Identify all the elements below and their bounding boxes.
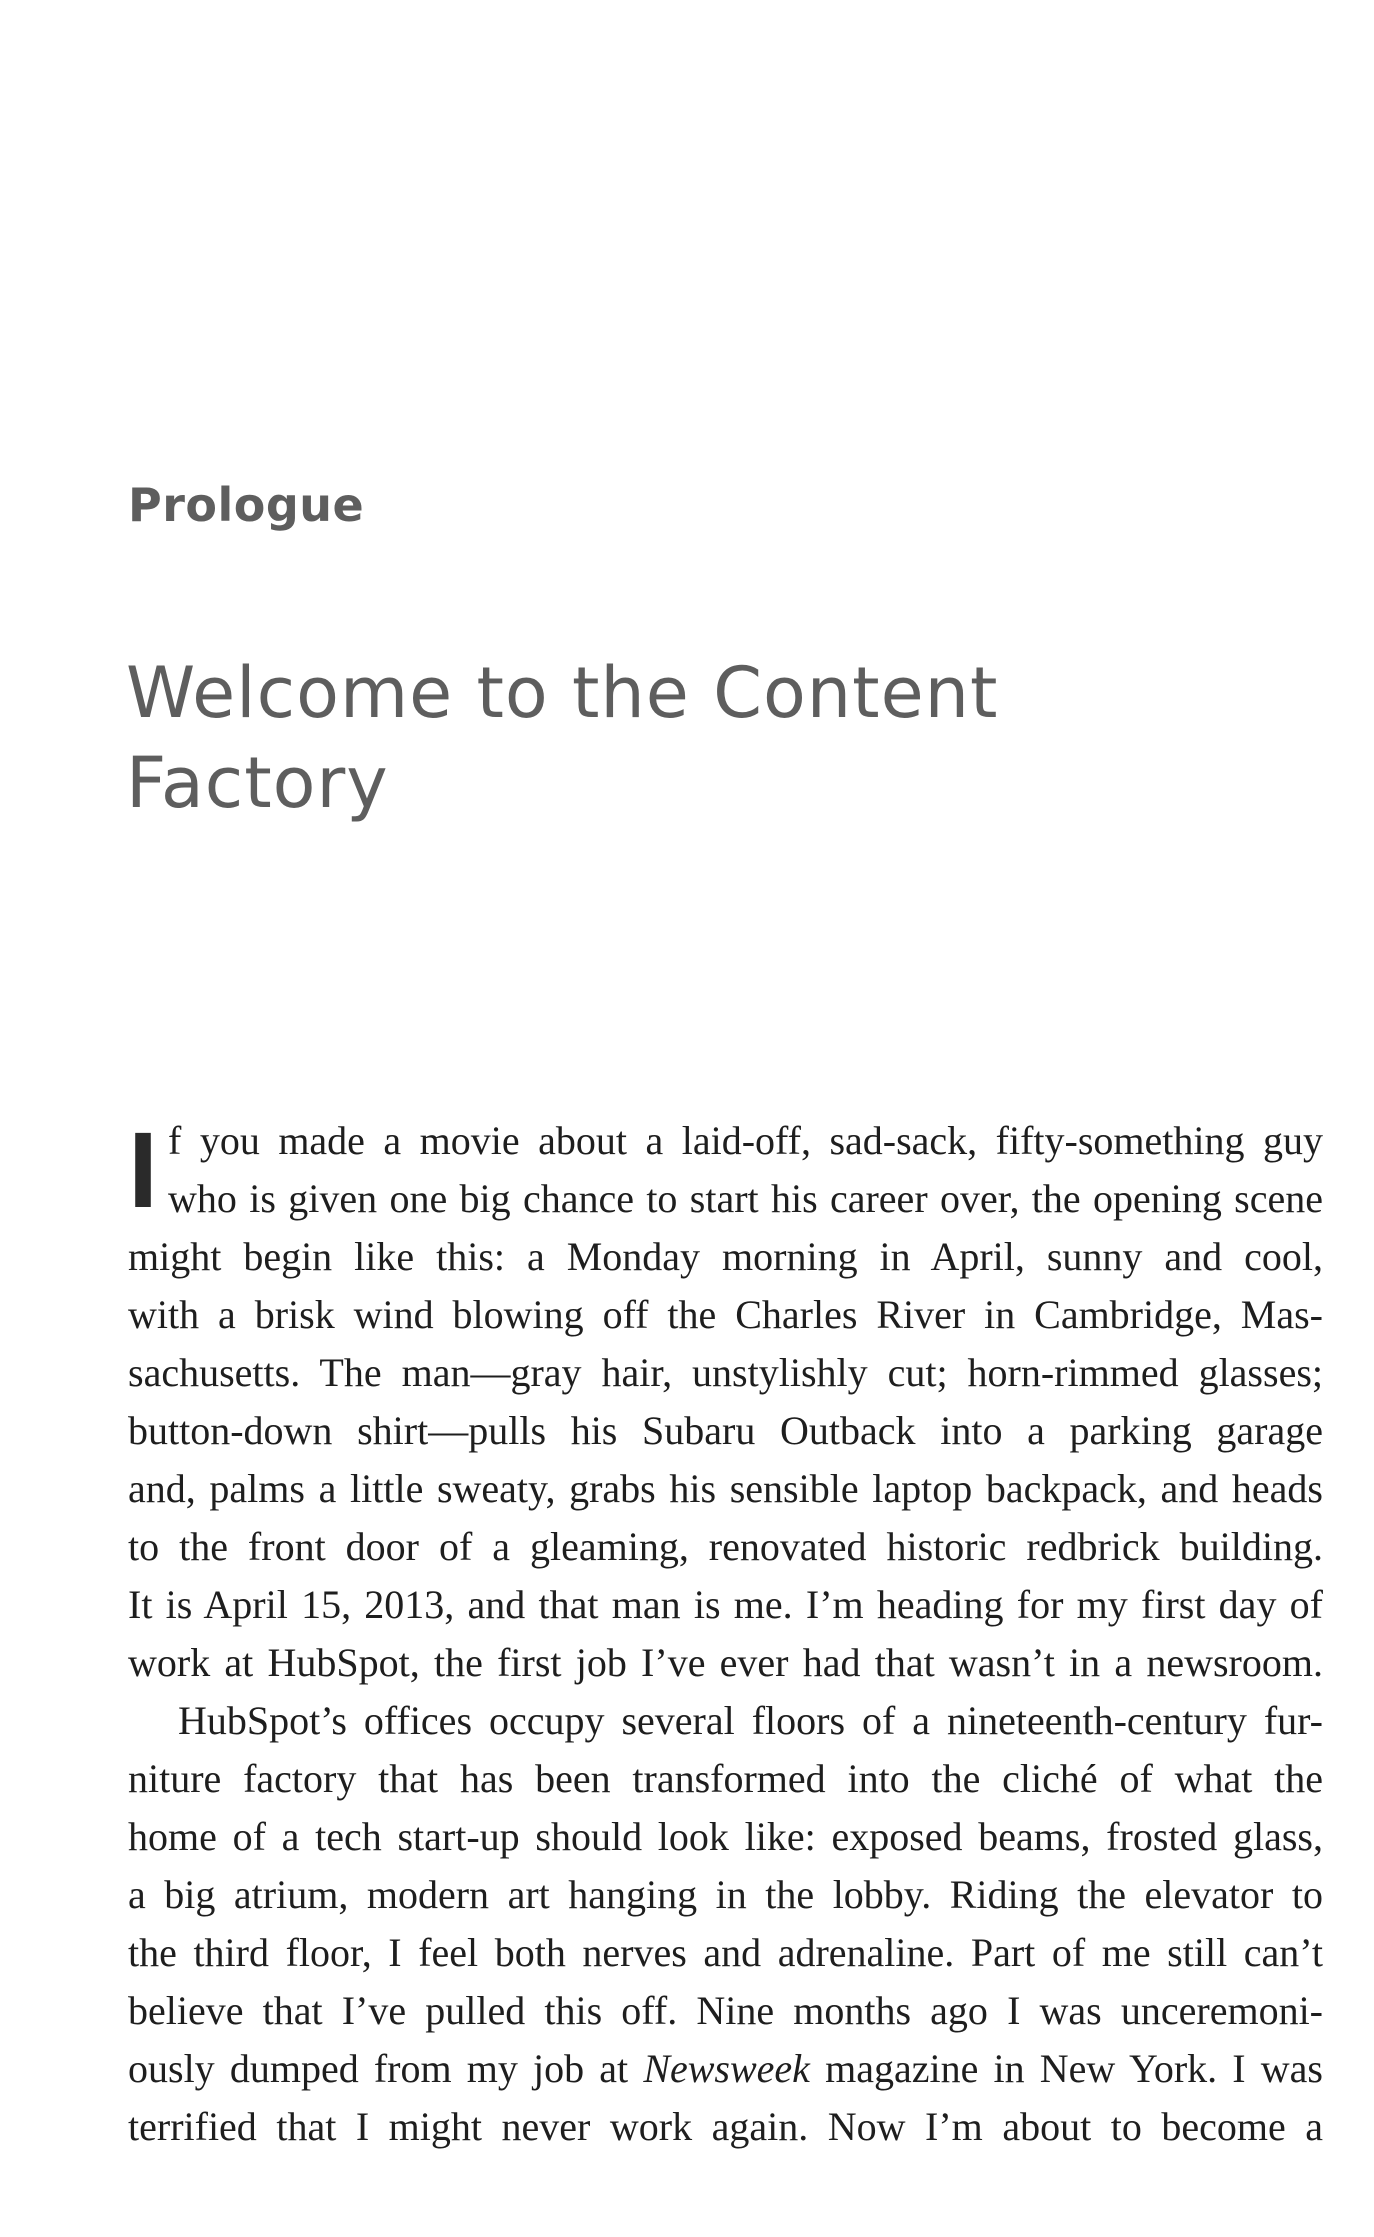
chapter-label: Prologue — [128, 478, 365, 532]
text-line: HubSpot’s offices occupy several floors of a nineteenth-century fur- — [178, 1698, 1323, 1743]
chapter-title-line-2: Factory — [126, 742, 389, 824]
text-line-with-italic — [128, 2040, 1323, 2098]
text-line: might begin like this: a Monday morning in April, sunny and cool, — [128, 1234, 1323, 1279]
body-text — [128, 1109, 1323, 2156]
drop-cap: I — [128, 1109, 159, 1230]
text-line: to the front door of a gleaming, renovated historic redbrick building. — [128, 1524, 1323, 1569]
text-line: niture factory that has been transformed into the cliché of what the — [128, 1756, 1323, 1801]
text-line: the third floor, I feel both nerves and adrenaline. Part of me still can’t — [128, 1930, 1323, 1975]
text-fragment: ously dumped from my job at — [128, 2046, 644, 2091]
text-line: and, palms a little sweaty, grabs his sensible laptop backpack, and heads — [128, 1466, 1323, 1511]
text-line: work at HubSpot, the first job I’ve ever had that wasn’t in a newsroom. — [128, 1640, 1323, 1685]
paragraph-1 — [128, 1109, 1323, 1692]
text-line: a big atrium, modern art hanging in the lobby. Riding the elevator to — [128, 1872, 1323, 1917]
chapter-title — [126, 648, 1276, 828]
text-fragment: magazine in New York. I was — [809, 2046, 1323, 2091]
text-line: button-down shirt—pulls his Subaru Outback into a parking garage — [128, 1408, 1323, 1453]
text-line: believe that I’ve pulled this off. Nine months ago I was unceremoni- — [128, 1988, 1323, 2033]
text-line: It is April 15, 2013, and that man is me. I’m heading for my first day of — [128, 1582, 1323, 1627]
text-line: sachusetts. The man—gray hair, unstylishly cut; horn-rimmed glasses; — [128, 1350, 1323, 1395]
text-line: terrified that I might never work again. Now I’m about to become a — [128, 2104, 1323, 2149]
text-line: with a brisk wind blowing off the Charles River in Cambridge, Mas- — [128, 1292, 1323, 1337]
text-line: f you made a movie about a laid-off, sad-sack, fifty-something guy — [168, 1118, 1323, 1163]
chapter-title-line-1: Welcome to the Content — [126, 652, 999, 734]
publication-name: Newsweek — [643, 2046, 810, 2091]
text-line: who is given one big chance to start his career over, the opening scene — [168, 1176, 1323, 1221]
text-line: home of a tech start-up should look like: exposed beams, frosted glass, — [128, 1814, 1323, 1859]
paragraph-2 — [128, 1692, 1323, 2156]
